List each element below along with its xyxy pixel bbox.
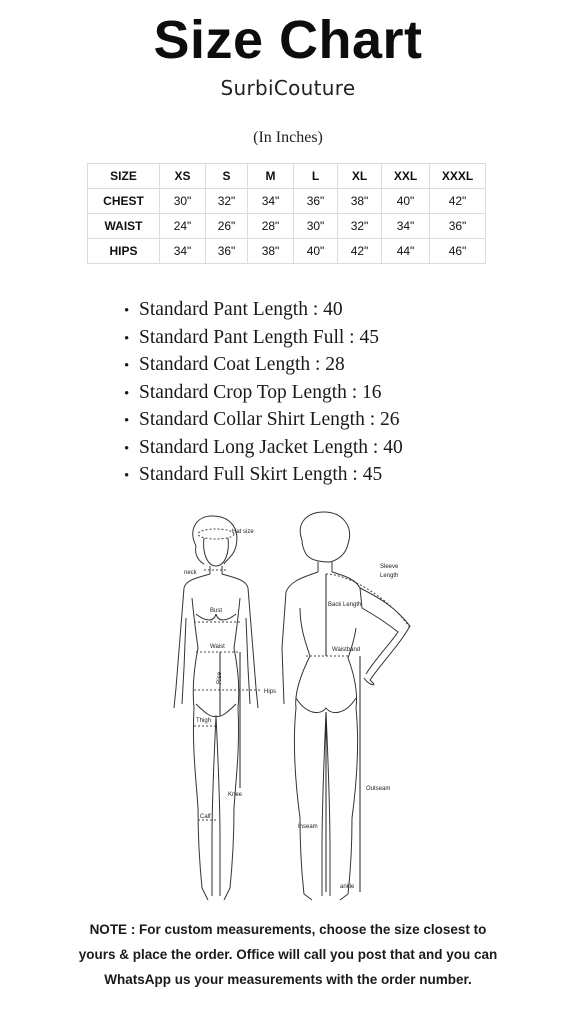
label-hips: Hips — [264, 689, 277, 695]
standard-lengths-list — [124, 296, 544, 489]
list-item-text: Standard Crop Top Length : 16 — [139, 381, 382, 403]
table-cell: 32" — [338, 214, 382, 239]
table-cell: 40" — [382, 189, 430, 214]
table-cell: 42" — [430, 189, 486, 214]
row-label: HIPS — [88, 239, 160, 264]
table-row — [88, 189, 486, 214]
list-item — [124, 379, 544, 407]
table-cell: 38" — [338, 189, 382, 214]
bullet-icon: • — [124, 413, 130, 429]
row-label: WAIST — [88, 214, 160, 239]
bullet-icon: • — [124, 468, 130, 484]
table-cell: 38" — [248, 239, 294, 264]
bullet-icon: • — [124, 440, 130, 457]
table-header-cell: SIZE — [88, 164, 160, 189]
body-figure-illustration — [160, 508, 430, 908]
back-figure — [282, 512, 410, 900]
table-cell: 36" — [294, 189, 338, 214]
label-waist: Waist — [210, 644, 225, 650]
label-hat-size: Hat size — [232, 529, 254, 535]
label-sleeve: Sleeve — [380, 564, 399, 570]
table-cell: 32" — [206, 189, 248, 214]
label-sleeve-length: Length — [380, 573, 399, 579]
table-cell: 46" — [430, 239, 486, 264]
list-item — [124, 406, 544, 434]
brand-name: SurbiCouture — [220, 76, 356, 100]
list-item — [124, 351, 544, 379]
list-item-text: Standard Collar Shirt Length : 26 — [139, 409, 400, 430]
label-bust: Bust — [210, 608, 223, 614]
list-item — [124, 461, 544, 489]
list-item-text: Standard Coat Length : 28 — [139, 354, 345, 375]
table-cell: 40" — [294, 239, 338, 264]
table-cell: 34" — [160, 239, 206, 264]
front-measure-lines — [194, 529, 260, 820]
list-item — [124, 434, 544, 462]
bullet-icon: • — [124, 385, 130, 402]
label-calf: Calf — [200, 814, 211, 820]
bullet-icon: • — [124, 330, 130, 347]
label-back-length: Back Length — [328, 602, 362, 608]
table-cell: 30" — [160, 189, 206, 214]
label-inseam: Inseam — [298, 824, 318, 830]
measurement-diagram — [160, 508, 430, 908]
table-cell: 26" — [206, 214, 248, 239]
table-header-row — [88, 164, 486, 189]
label-neck: neck — [184, 570, 197, 576]
label-rise: Rise — [217, 671, 223, 684]
list-item-text: Standard Long Jacket Length : 40 — [139, 436, 403, 458]
size-table — [87, 163, 486, 264]
table-row — [88, 239, 486, 264]
list-item — [124, 296, 544, 324]
custom-measurement-note: NOTE : For custom measurements, choose the size closest to yours & place the order. Office will call you post that and you can WhatsApp us your measurements with the order number. — [78, 922, 498, 987]
table-cell: 36" — [430, 214, 486, 239]
table-header-cell: S — [206, 164, 248, 189]
label-ankle: ankle — [340, 884, 355, 890]
list-item-text: Standard Pant Length Full : 45 — [139, 326, 379, 348]
table-header-cell: XXL — [382, 164, 430, 189]
label-waistband: Waistband — [332, 647, 361, 653]
table-cell: 34" — [248, 189, 294, 214]
table-header-cell: L — [294, 164, 338, 189]
bullet-icon: • — [124, 303, 130, 319]
table-header-cell: XL — [338, 164, 382, 189]
page-title: Size Chart — [153, 10, 423, 70]
table-cell: 42" — [338, 239, 382, 264]
table-cell: 30" — [294, 214, 338, 239]
list-item — [124, 324, 544, 352]
back-vertical-measures — [326, 574, 360, 892]
label-thigh: Thigh — [196, 718, 212, 724]
list-item-text: Standard Full Skirt Length : 45 — [139, 464, 383, 485]
units-caption: (In Inches) — [253, 129, 323, 146]
table-header-cell: M — [248, 164, 294, 189]
row-label: CHEST — [88, 189, 160, 214]
list-item-text: Standard Pant Length : 40 — [139, 299, 343, 320]
table-cell: 36" — [206, 239, 248, 264]
label-knee: Knee — [228, 792, 243, 798]
table-cell: 34" — [382, 214, 430, 239]
table-row — [88, 214, 486, 239]
table-cell: 44" — [382, 239, 430, 264]
table-header-cell: XXXL — [430, 164, 486, 189]
bullet-icon: • — [124, 358, 130, 374]
label-outseam: Outseam — [366, 786, 391, 792]
table-cell: 24" — [160, 214, 206, 239]
table-header-cell: XS — [160, 164, 206, 189]
back-measure-lines — [306, 574, 410, 656]
table-cell: 28" — [248, 214, 294, 239]
